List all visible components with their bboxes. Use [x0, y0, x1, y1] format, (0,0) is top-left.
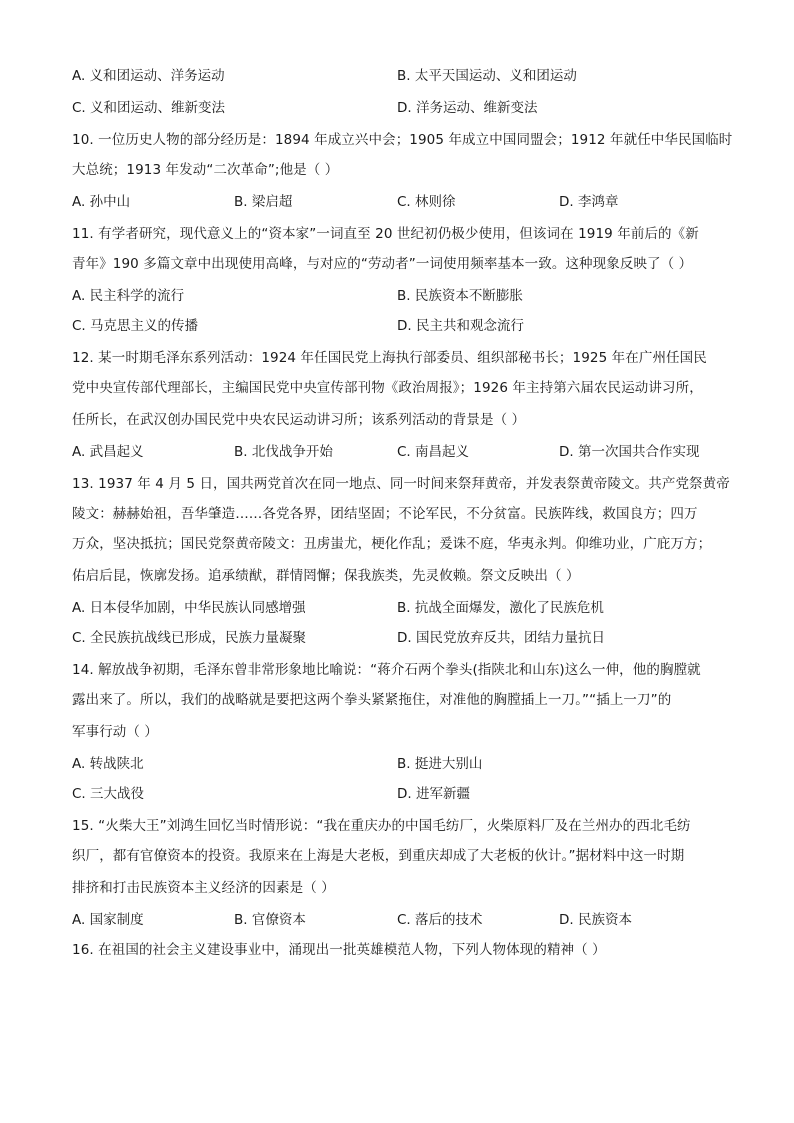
q13-stem-line-3: 万众，坚决抵抗；国民党祭黄帝陵文：丑虏蚩尤，梗化作乱；爰诛不庭，华夷永判。仰维功业，广庇万方； — [72, 536, 712, 552]
q12-option-b: B. 北伐战争开始 — [234, 444, 333, 460]
q13-stem-line-1: 13. 1937 年 4 月 5 日，国共两党首次在同一地点、同一时间来祭拜黄帝，并发表祭黄帝陵文。共产党祭黄帝 — [72, 476, 730, 492]
q12-stem-line-2: 党中央宣传部代理部长，主编国民党中央宣传部刊物《政治周报》；1926 年主持第六届农民运动讲习所， — [72, 380, 703, 396]
q14-stem-line-1: 14. 解放战争初期，毛泽东曾非常形象地比喻说：“蒋介石两个拳头(指陕北和山东)这么一伸，他的胸膛就 — [72, 662, 701, 678]
q13-stem-line-2: 陵文：赫赫始祖，吾华肇造……各党各界，团结坚固；不论军民，不分贫富。民族阵线，救国良方；四万 — [72, 506, 698, 522]
q14-option-d: D. 进军新疆 — [397, 786, 470, 802]
q12-stem-line-1: 12. 某一时期毛泽东系列活动：1924 年任国民党上海执行部委员、组织部秘书长；1925 年在广州任国民 — [72, 350, 707, 366]
q12-stem-line-3: 任所长，在武汉创办国民党中央农民运动讲习所；该系列活动的背景是（ ） — [72, 412, 526, 428]
q13-stem-line-4: 佑启后昆，恢廓发扬。追承绩猷，群情罔懈；保我族类，先灵攸赖。祭文反映出（ ） — [72, 568, 580, 584]
q9-option-d: D. 洋务运动、维新变法 — [397, 100, 538, 116]
q15-option-c: C. 落后的技术 — [397, 912, 483, 928]
q10-option-c: C. 林则徐 — [397, 194, 456, 210]
q15-stem-line-3: 排挤和打击民族资本主义经济的因素是（ ） — [72, 880, 335, 896]
q9-option-b: B. 太平天国运动、义和团运动 — [397, 68, 577, 84]
q11-option-d: D. 民主共和观念流行 — [397, 318, 524, 334]
q13-option-d: D. 国民党放弃反共，团结力量抗日 — [397, 630, 605, 646]
q10-option-b: B. 梁启超 — [234, 194, 293, 210]
q9-option-c: C. 义和团运动、维新变法 — [72, 100, 226, 116]
q10-option-d: D. 李鸿章 — [559, 194, 619, 210]
q10-stem-line-2: 大总统；1913 年发动“二次革命”;他是（ ） — [72, 162, 339, 178]
q14-option-b: B. 挺进大别山 — [397, 756, 483, 772]
q11-option-c: C. 马克思主义的传播 — [72, 318, 199, 334]
q14-stem-line-3: 军事行动（ ） — [72, 724, 158, 740]
q11-stem-line-2: 青年》190 多篇文章中出现使用高峰，与对应的“劳动者”一词使用频率基本一致。这种现象反映了（ ） — [72, 256, 693, 272]
q15-option-a: A. 国家制度 — [72, 912, 144, 928]
q11-option-a: A. 民主科学的流行 — [72, 288, 185, 304]
q15-option-d: D. 民族资本 — [559, 912, 632, 928]
q13-option-b: B. 抗战全面爆发，激化了民族危机 — [397, 600, 604, 616]
q12-option-a: A. 武昌起义 — [72, 444, 144, 460]
q12-option-c: C. 南昌起义 — [397, 444, 470, 460]
q10-option-a: A. 孙中山 — [72, 194, 131, 210]
q16-stem-line-1: 16. 在祖国的社会主义建设事业中，涌现出一批英雄模范人物，下列人物体现的精神（ ） — [72, 942, 606, 958]
q15-stem-line-2: 织厂，都有官僚资本的投资。我原来在上海是大老板，到重庆却成了大老板的伙计。”据材料中这一时期 — [72, 848, 685, 864]
q15-option-b: B. 官僚资本 — [234, 912, 306, 928]
q11-option-b: B. 民族资本不断膨胀 — [397, 288, 523, 304]
q12-option-d: D. 第一次国共合作实现 — [559, 444, 700, 460]
q10-stem-line-1: 10. 一位历史人物的部分经历是：1894 年成立兴中会；1905 年成立中国同盟会；1912 年就任中华民国临时 — [72, 132, 733, 148]
q11-stem-line-1: 11. 有学者研究，现代意义上的“资本家”一词直至 20 世纪初仍极少使用，但该词在 1919 年前后的《新 — [72, 226, 699, 242]
q14-option-a: A. 转战陕北 — [72, 756, 144, 772]
q14-stem-line-2: 露出来了。所以，我们的战略就是要把这两个拳头紧紧拖住，对准他的胸膛插上一刀。”“插上一刀”的 — [72, 692, 672, 708]
q13-option-a: A. 日本侵华加剧，中华民族认同感增强 — [72, 600, 306, 616]
q13-option-c: C. 全民族抗战线已形成，民族力量凝聚 — [72, 630, 307, 646]
q9-option-a: A. 义和团运动、洋务运动 — [72, 68, 225, 84]
q14-option-c: C. 三大战役 — [72, 786, 145, 802]
q15-stem-line-1: 15. “火柴大王”刘鸿生回忆当时情形说：“我在重庆办的中国毛纺厂，火柴原料厂及在兰州办的西北毛纺 — [72, 818, 691, 834]
